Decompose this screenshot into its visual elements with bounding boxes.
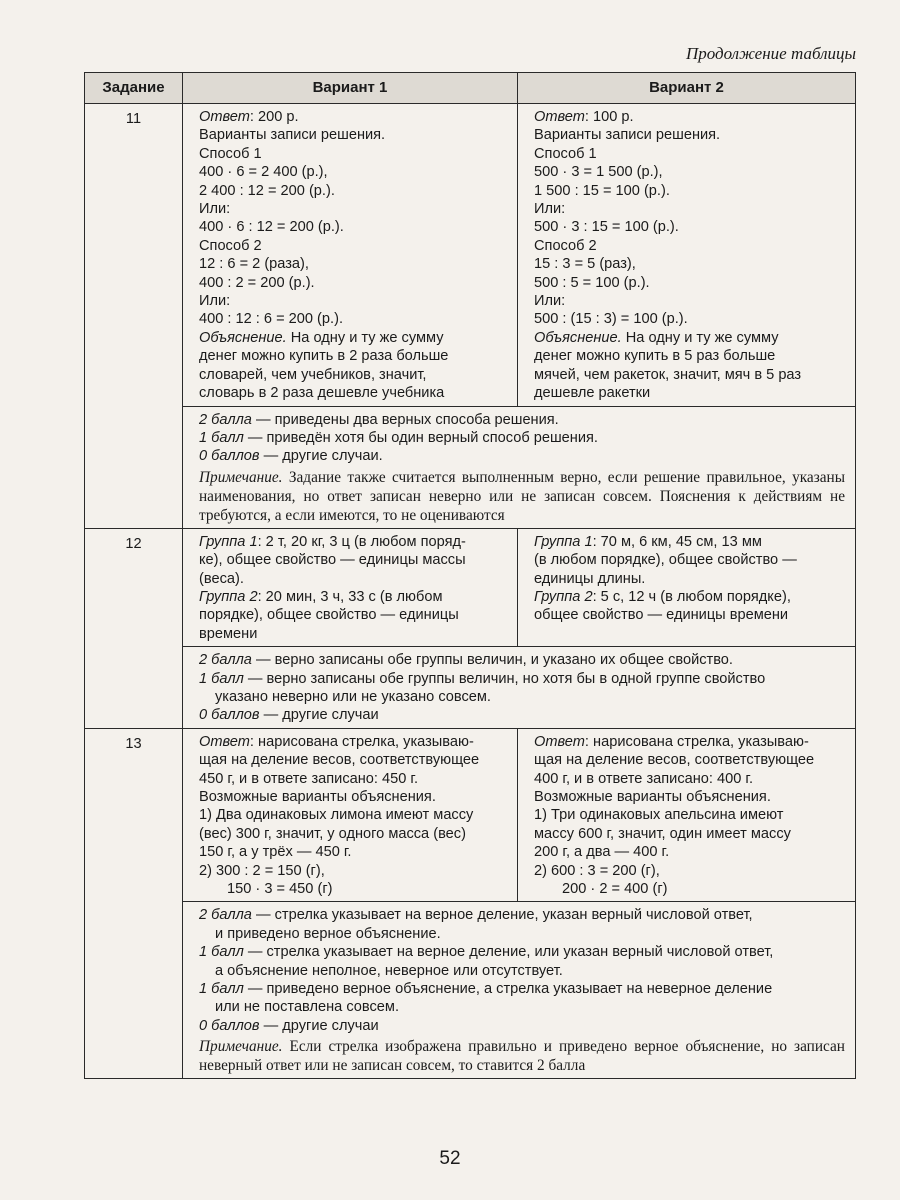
score-text: — стрелка указывает на верное деление, указан верный числовой ответ, bbox=[251, 907, 753, 924]
score-points: 0 баллов bbox=[199, 707, 260, 724]
task-13-scoring-row bbox=[85, 902, 856, 1079]
solution-line: Или: bbox=[199, 201, 231, 218]
solution-line: 2) 600 : 3 = 200 (г), bbox=[534, 862, 660, 879]
score-points: 2 балла bbox=[199, 411, 252, 428]
score-points: 0 баллов bbox=[199, 448, 260, 465]
score-points: 1 балл bbox=[199, 944, 244, 961]
group-2-text: : 5 с, 12 ч (в любом порядке), bbox=[592, 588, 791, 605]
score-text: — приведено верное объяснение, а стрелка указывает на неверное деление bbox=[243, 981, 773, 998]
solution-line: 500 : 5 = 100 (р.). bbox=[534, 274, 650, 291]
solution-line: 500 · 3 = 1 500 (р.), bbox=[534, 164, 663, 181]
task-12-solution-row bbox=[85, 528, 856, 646]
answer-value: : 100 р. bbox=[584, 109, 634, 125]
explanation-label: Объяснение. bbox=[199, 329, 287, 346]
solution-line: 150 · 3 = 450 (г) bbox=[227, 881, 333, 898]
explanation-line: словарь в 2 раза дешевле учебника bbox=[199, 385, 445, 402]
solution-line: 400 · 6 = 2 400 (р.), bbox=[199, 164, 328, 181]
solution-line: Способ 1 bbox=[199, 145, 262, 162]
score-continuation: и приведено верное объяснение. bbox=[215, 925, 441, 942]
group-1-label: Группа 1 bbox=[534, 533, 593, 550]
score-text: — приведены два верных способа решения. bbox=[251, 411, 559, 428]
continuation-header: Продолжение таблицы bbox=[685, 44, 856, 63]
task-11-scoring bbox=[183, 406, 856, 528]
solution-line: Способ 1 bbox=[534, 145, 597, 162]
score-text: — верно записаны обе группы величин, но хотя бы в одной группе свойство bbox=[243, 670, 766, 687]
task-13-variant-2 bbox=[518, 728, 856, 902]
score-points: 1 балл bbox=[199, 981, 244, 998]
score-points: 1 балл bbox=[199, 429, 244, 446]
solution-line: 1) Два одинаковых лимона имеют массу bbox=[199, 807, 474, 824]
task-13-note bbox=[199, 1037, 845, 1075]
score-continuation: указано неверно или не указано совсем. bbox=[215, 688, 491, 705]
solution-line: 200 · 2 = 400 (г) bbox=[562, 881, 668, 898]
solution-line: Или: bbox=[534, 293, 566, 310]
task-11-variant-2 bbox=[518, 104, 856, 407]
solution-line: Способ 2 bbox=[199, 237, 262, 254]
solution-line: щая на деление весов, соответствующее bbox=[199, 752, 480, 769]
group-line: ке), общее свойство — единицы массы bbox=[199, 552, 466, 569]
score-points: 1 балл bbox=[199, 670, 244, 687]
solution-line: щая на деление весов, соответствующее bbox=[534, 752, 815, 769]
note-label: Примечание. bbox=[199, 1038, 283, 1056]
task-11-solution-row bbox=[85, 104, 856, 407]
group-line: (веса). bbox=[199, 570, 244, 587]
solution-line: Или: bbox=[199, 293, 231, 310]
explanation-text: На одну и ту же сумму bbox=[286, 329, 444, 346]
solution-line: 150 г, а у трёх — 450 г. bbox=[199, 844, 352, 861]
score-points: 2 балла bbox=[199, 907, 252, 924]
score-points: 2 балла bbox=[199, 652, 252, 669]
group-2-label: Группа 2 bbox=[199, 588, 258, 605]
score-text: — стрелка указывает на верное деление, или указан верный числовой ответ, bbox=[243, 944, 774, 961]
solution-line: 450 г, и в ответе записано: 450 г. bbox=[199, 770, 419, 787]
score-continuation: или не поставлена совсем. bbox=[215, 999, 400, 1016]
answer-label: Ответ bbox=[534, 109, 585, 125]
task-13-variant-1 bbox=[183, 728, 518, 902]
task-13-scoring bbox=[183, 902, 856, 1079]
group-line: порядке), общее свойство — единицы bbox=[199, 607, 459, 624]
solution-line: массу 600 г, значит, один имеет массу bbox=[534, 825, 791, 842]
solution-line: 15 : 3 = 5 (раз), bbox=[534, 256, 636, 273]
solution-line: 500 · 3 : 15 = 100 (р.). bbox=[534, 219, 679, 236]
solution-line: 400 · 6 : 12 = 200 (р.). bbox=[199, 219, 344, 236]
group-1-label: Группа 1 bbox=[199, 533, 258, 550]
solution-line: 2 400 : 12 = 200 (р.). bbox=[199, 182, 335, 199]
solution-line: 400 : 2 = 200 (р.). bbox=[199, 274, 315, 291]
table-header-row bbox=[85, 73, 856, 104]
note-label: Примечание. bbox=[199, 468, 283, 486]
answer-value: : нарисована стрелка, указываю- bbox=[249, 733, 474, 750]
solution-line: (вес) 300 г, значит, у одного масса (вес) bbox=[199, 825, 466, 842]
task-11-variant-1 bbox=[183, 104, 518, 407]
answer-label: Ответ bbox=[534, 733, 585, 750]
solution-line: 1 500 : 15 = 100 (р.). bbox=[534, 182, 670, 199]
solution-line: 400 : 12 : 6 = 200 (р.). bbox=[199, 311, 344, 328]
task-11-number: 11 bbox=[85, 104, 183, 529]
column-header-variant-2: Вариант 2 bbox=[518, 73, 856, 104]
solution-line: 1) Три одинаковых апельсина имеют bbox=[534, 807, 784, 824]
score-text: — верно записаны обе группы величин, и указано их общее свойство. bbox=[251, 652, 733, 669]
score-points: 0 баллов bbox=[199, 1017, 260, 1034]
answer-value: : 200 р. bbox=[249, 109, 299, 125]
explanation-label: Объяснение. bbox=[534, 329, 622, 346]
solution-line: Возможные варианты объяснения. bbox=[534, 789, 771, 805]
score-text: — другие случаи. bbox=[259, 448, 383, 465]
solution-line: Или: bbox=[534, 201, 566, 218]
solution-line: Способ 2 bbox=[534, 237, 597, 254]
solution-line: Возможные варианты объяснения. bbox=[199, 789, 436, 805]
task-13-number: 13 bbox=[85, 728, 183, 1079]
column-header-variant-1: Вариант 1 bbox=[183, 73, 518, 104]
solution-line: 500 : (15 : 3) = 100 (р.). bbox=[534, 311, 688, 328]
answer-value: : нарисована стрелка, указываю- bbox=[584, 733, 809, 750]
task-12-variant-1 bbox=[183, 528, 518, 646]
explanation-line: мячей, чем ракеток, значит, мяч в 5 раз bbox=[534, 366, 802, 383]
group-2-label: Группа 2 bbox=[534, 588, 593, 605]
score-text: — другие случаи bbox=[259, 1017, 379, 1034]
answer-label: Ответ bbox=[199, 109, 250, 125]
task-12-scoring-row bbox=[85, 647, 856, 729]
score-continuation: а объяснение неполное, неверное или отсутствует. bbox=[215, 962, 563, 979]
answer-label: Ответ bbox=[199, 733, 250, 750]
score-text: — другие случаи bbox=[259, 707, 379, 724]
task-12-variant-2 bbox=[518, 528, 856, 646]
explanation-text: На одну и ту же сумму bbox=[621, 329, 779, 346]
solution-line: Варианты записи решения. bbox=[534, 127, 721, 144]
score-text: — приведён хотя бы один верный способ решения. bbox=[243, 429, 598, 446]
task-13-solution-row bbox=[85, 728, 856, 902]
task-12-number: 12 bbox=[85, 528, 183, 728]
column-header-task: Задание bbox=[85, 73, 183, 104]
group-1-text: : 2 т, 20 кг, 3 ц (в любом поряд- bbox=[257, 533, 466, 550]
task-12-scoring bbox=[183, 647, 856, 729]
solution-line: 400 г, и в ответе записано: 400 г. bbox=[534, 770, 754, 787]
group-line: общее свойство — единицы времени bbox=[534, 607, 789, 624]
note-text: Если стрелка изображена правильно и приведено верное объяснение, но записан неверный ответ или не записан совсем, то ставится 2 балла bbox=[199, 1038, 845, 1075]
group-line: времени bbox=[199, 625, 258, 642]
note-text: Задание также считается выполненным верно, если решение правильное, указаны наименования, но ответ записан неверно или не записан совсем. Пояснения к действиям не требуются, а если имеются, то не оцениваются bbox=[199, 468, 845, 524]
page-number: 52 bbox=[439, 1148, 461, 1169]
solution-line: 12 : 6 = 2 (раза), bbox=[199, 256, 309, 273]
group-line: (в любом порядке), общее свойство — bbox=[534, 552, 797, 569]
group-2-text: : 20 мин, 3 ч, 33 с (в любом bbox=[257, 588, 443, 605]
explanation-line: словарей, чем учебников, значит, bbox=[199, 366, 427, 383]
task-11-scoring-row bbox=[85, 406, 856, 528]
grading-table bbox=[84, 72, 856, 1079]
solution-line: 2) 300 : 2 = 150 (г), bbox=[199, 862, 325, 879]
group-1-text: : 70 м, 6 км, 45 см, 13 мм bbox=[592, 533, 762, 550]
group-line: единицы длины. bbox=[534, 570, 646, 587]
explanation-line: денег можно купить в 2 раза больше bbox=[199, 348, 449, 365]
explanation-line: дешевле ракетки bbox=[534, 385, 651, 402]
task-11-note bbox=[199, 468, 845, 525]
explanation-line: денег можно купить в 5 раз больше bbox=[534, 348, 776, 365]
solution-line: Варианты записи решения. bbox=[199, 127, 386, 144]
solution-line: 200 г, а два — 400 г. bbox=[534, 844, 670, 861]
